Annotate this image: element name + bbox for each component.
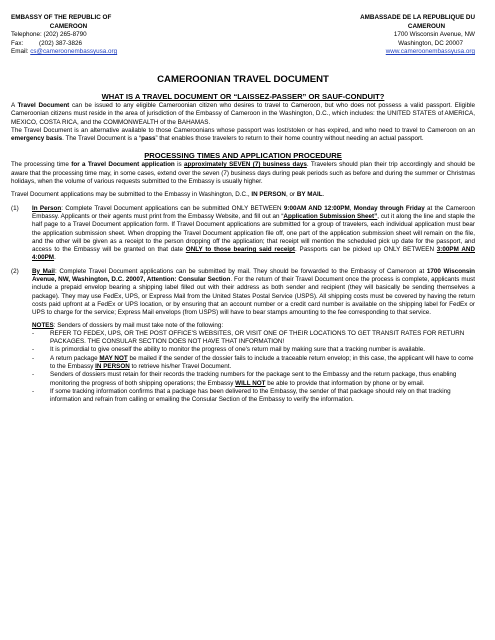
city-address: Washington, DC 20007 bbox=[398, 39, 463, 47]
note-bullet: - It is primordial to give oneself the ability to monitor the progress of one's return mail by making sure that a tracking number is available. bbox=[32, 346, 425, 354]
note-bullet: - A return package MAY NOT be mailed if the sender of the dossier fails to include a traceable return envelop; in this case, the applicant will have to come to the Embassy IN PERSON to retrieve his/her Travel Document. bbox=[32, 354, 474, 371]
letterhead-right bbox=[275, 14, 475, 57]
definition-paragraph: A Travel Document can be issued to any eligible Cameroonian citizen who desires to travel to Cameroon, but who does not possess a valid passport. Eligible Cameroonian citizens must reside in the area of jurisdiction of the Embassy of Cameroon in the Washington, D.C., which includes: the UNITED STATES of AMERICA, MEXICO, COSTA RICA, and the COMMONWEALTH of the BAHAMAS. bbox=[11, 102, 475, 126]
telephone: Telephone: (202) 265-8790 bbox=[11, 31, 87, 39]
document-title: CAMEROONIAN TRAVEL DOCUMENT bbox=[157, 74, 329, 85]
letterhead-left bbox=[11, 14, 211, 57]
note-bullet: - If some tracking information confirms that a package has been delivered to the Embassy, the sender of that package should rely on that tracking information and refrain from calling or emailing the Consular Section of the Embassy to verify the information. bbox=[32, 387, 451, 404]
alternative-paragraph: The Travel Document is an alternative available to those Cameroonians whose passport was lost/stolen or has expired, and who need to travel to Cameroon on an emergency basis. The Travel Document is a “pass” that enables those travelers to return to their home country without needing an actual passport. bbox=[11, 126, 475, 143]
fax: Fax: (202) 387-3826 bbox=[11, 39, 83, 47]
embassy-name-fr-line2: CAMEROUN bbox=[407, 22, 445, 30]
notes-section bbox=[11, 322, 475, 405]
embassy-name-fr-line1: AMBASSADE DE LA REPUBLIQUE DU bbox=[360, 14, 475, 21]
notes-intro: NOTES: Senders of dossiers by mail must take note of the following: bbox=[32, 321, 224, 329]
note-bullet: - REFER TO FEDEX, UPS, OR THE POST OFFICE'S WEBSITES, OR VISIT ONE OF THEIR LOCATIONS TO GET TRANSIT RATES FOR RETURN PACKAGES. THE CONSULAR SECTION DOES NOT HAVE THAT INFORMATION! bbox=[32, 329, 465, 346]
letterhead bbox=[11, 14, 475, 72]
website-link[interactable]: www.cameroonembassyusa.org bbox=[385, 48, 475, 56]
email-label: Email: bbox=[11, 48, 31, 56]
processing-time-paragraph: The processing time for a Travel Document application is approximately SEVEN (7) business days. Travelers should plan their trip accordingly and should be aware that the processing time may, in some cases, extend over the seven (7) business days during peak periods such as before and during the summer or Christmas holidays, when the volume of various requests submitted to the Embassy is usually higher. bbox=[11, 161, 475, 186]
email-line bbox=[11, 48, 211, 57]
list-item-by-mail: (2) By Mail: Complete Travel Document applications can be submitted by mail. They should be forwarded to the Embassy of Cameroon at 1700 Wisconsin Avenue, NW, Washington, D.C. 20007, Attention: Consular Section. For the return of their Travel Document once the process is complete, applicants must include a prepaid envelop bearing a shipping label filled out with their address as both sender and recipient (they will basically be sending themselves a package). They may use FedEx, UPS, or Express Mail from the United States Postal Service (USPS). All shipping costs must be covered by having the return costs paid upfront at a FedEx or UPS location, or by ensuring that an account number or a credit card number is available on the shipping label for FedEx or UPS to charge for the service; Express Mail envelops (from USPS) will have to bear stamps amounting to the fee corresponding to that service. bbox=[11, 267, 475, 317]
embassy-name-en-line2: CAMEROON bbox=[49, 22, 88, 30]
street-address: 1700 Wisconsin Avenue, NW bbox=[393, 31, 475, 39]
section-heading-what-is: WHAT IS A TRAVEL DOCUMENT OR “LAISSEZ-PASSER” OR SAUF-CONDUIT? bbox=[101, 92, 385, 101]
section-heading-processing: PROCESSING TIMES AND APPLICATION PROCEDURE bbox=[144, 151, 342, 161]
list-item-in-person: (1) In Person: Complete Travel Document applications can be submitted ONLY BETWEEN 9:00AM AND 12:00PM, Monday through Friday at the Cameroon Embassy. Applicants or their agents must print from the Embassy Website, and fill out an “Application Submission Sheet”, cut it along the line and staple the half page to a Travel Document application form. If Travel Document applications are submitted for a group of travelers, each individual application must bear the application submission sheet. When dropping the Travel Document application file off, one part of the application submission sheet will remain on the file, and the other will be given as a receipt to the person dropping off the application; that receipt will mention the scheduled pick up date for the passport, and access to the Embassy will be granted on that date ONLY to those bearing said receipt. Passports can be picked up ONLY BETWEEN 3:00PM AND 4:00PM. bbox=[11, 204, 475, 262]
email-link[interactable]: cs@cameroonembassyusa.org bbox=[30, 48, 118, 56]
submission-methods-paragraph: Travel Document applications may be submitted to the Embassy in Washington, D.C., IN PERSON, or BY MAIL. bbox=[11, 191, 325, 199]
embassy-name-en-line1: EMBASSY OF THE REPUBLIC OF bbox=[11, 14, 112, 21]
note-bullet: - Senders of dossiers must retain for their records the tracking numbers for the package sent to the Embassy and the return package, thus enabling monitoring the progress of both shipping operations; the Embassy WILL NOT be able to provide that information by phone or by email. bbox=[32, 371, 457, 387]
